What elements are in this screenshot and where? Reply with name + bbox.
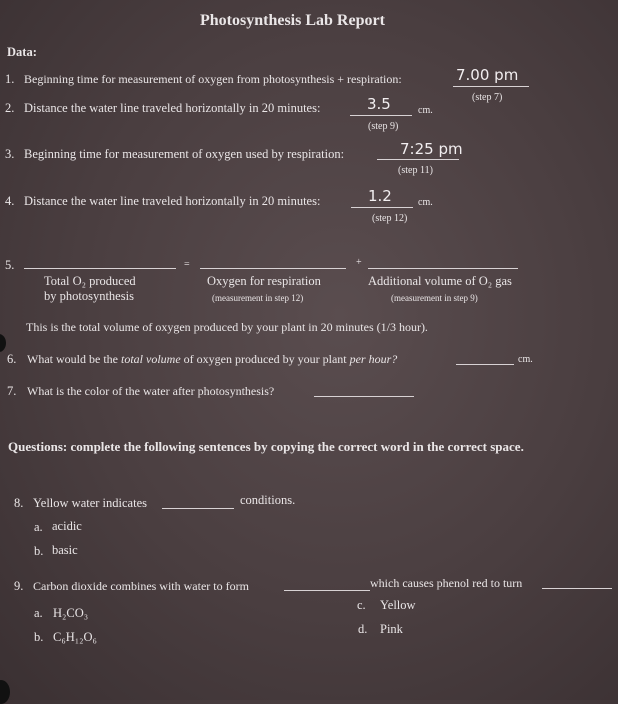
q8-option-a-letter: a. — [34, 520, 43, 534]
q8-text-b: conditions. — [240, 493, 296, 507]
q9-answer-line-2 — [542, 588, 612, 589]
q4-answer-line — [351, 207, 413, 208]
q8-text-a: Yellow water indicates — [33, 496, 147, 510]
q6-answer-line — [456, 364, 514, 365]
q4-text: Distance the water line traveled horizontally in 20 minutes: — [24, 194, 321, 208]
q2-text: Distance the water line traveled horizontally in 20 minutes: — [24, 101, 321, 115]
q5-blank-respiration — [200, 268, 346, 269]
q5-equals: = — [184, 259, 190, 270]
q7-number: 7. — [7, 384, 17, 398]
q7-text: What is the color of the water after photosynthesis? — [27, 384, 275, 398]
q8-answer-line — [162, 508, 234, 509]
q9-option-d-text: Pink — [380, 622, 403, 636]
q5-label-respiration-2: (measurement in step 12) — [212, 293, 304, 303]
q5-label-respiration-1: Oxygen for respiration — [207, 274, 321, 288]
page-title: Photosynthesis Lab Report — [200, 12, 385, 29]
q1-answer-line — [453, 86, 529, 87]
q9-text-a: Carbon dioxide combines with water to form — [33, 579, 249, 593]
q4-step: (step 12) — [372, 213, 408, 224]
data-heading: Data: — [7, 45, 37, 59]
q6-text-a: What would be the — [27, 352, 121, 366]
q6-number: 6. — [7, 352, 17, 366]
q9-option-d-letter: d. — [358, 622, 368, 636]
q5-blank-total — [24, 268, 176, 269]
q6-text-b: of oxygen produced by your plant — [180, 352, 350, 366]
punch-hole-top — [0, 334, 6, 352]
q9-option-c-letter: c. — [357, 598, 366, 612]
punch-hole-bottom — [0, 680, 10, 704]
q5-label-additional-2: (measurement in step 9) — [391, 293, 478, 303]
q5-label-total-1: Total O₂ produced — [44, 274, 136, 288]
q8-option-b-letter: b. — [34, 544, 44, 558]
q2-unit: cm. — [418, 105, 433, 116]
q4-unit: cm. — [418, 197, 433, 208]
q6-unit: cm. — [518, 354, 533, 365]
q9-number: 9. — [14, 579, 24, 593]
q3-answer: 7:25 pm — [400, 140, 463, 158]
q1-text: Beginning time for measurement of oxygen from photosynthesis + respiration: — [24, 72, 402, 86]
q5-note: This is the total volume of oxygen produced by your plant in 20 minutes (1/3 hour). — [26, 320, 428, 334]
q9-option-a-text: H₂CO₃ — [53, 606, 89, 620]
q8-option-b-text: basic — [52, 543, 78, 557]
q2-step: (step 9) — [368, 121, 399, 132]
q2-answer-line — [350, 115, 412, 116]
q2-answer: 3.5 — [367, 95, 391, 113]
q1-step: (step 7) — [472, 92, 503, 103]
q5-label-additional-1: Additional volume of O₂ gas — [368, 274, 512, 288]
q9-option-b-letter: b. — [34, 630, 44, 644]
q5-plus: + — [356, 257, 362, 268]
q6-text-italic: total volume — [120, 352, 181, 366]
q6-text — [27, 352, 397, 366]
q5-label-total-2: by photosynthesis — [44, 289, 134, 303]
q3-text: Beginning time for measurement of oxygen used by respiration: — [24, 147, 345, 161]
q3-answer-line — [377, 159, 459, 160]
q5-number: 5. — [5, 258, 15, 272]
q4-answer: 1.2 — [368, 187, 392, 205]
q9-answer-line-1 — [284, 590, 370, 591]
questions-heading: Questions: complete the following sentences by copying the correct word in the correct space. — [8, 439, 524, 454]
q4-number: 4. — [5, 194, 15, 208]
q9-text-b: which causes phenol red to turn — [370, 576, 523, 590]
q9-option-a-letter: a. — [34, 606, 43, 620]
q3-step: (step 11) — [398, 165, 433, 176]
q6-text-italic2: per hour? — [349, 352, 398, 366]
q9-option-c-text: Yellow — [380, 598, 416, 612]
q1-answer: 7.00 pm — [456, 66, 519, 84]
q1-number: 1. — [5, 72, 15, 86]
q2-number: 2. — [5, 101, 15, 115]
q5-blank-additional — [368, 268, 518, 269]
q8-number: 8. — [14, 496, 24, 510]
q9-option-b-text: C₆H₁₂O₆ — [53, 630, 97, 644]
q3-number: 3. — [5, 147, 15, 161]
q7-answer-line — [314, 396, 414, 397]
q8-option-a-text: acidic — [52, 519, 82, 533]
